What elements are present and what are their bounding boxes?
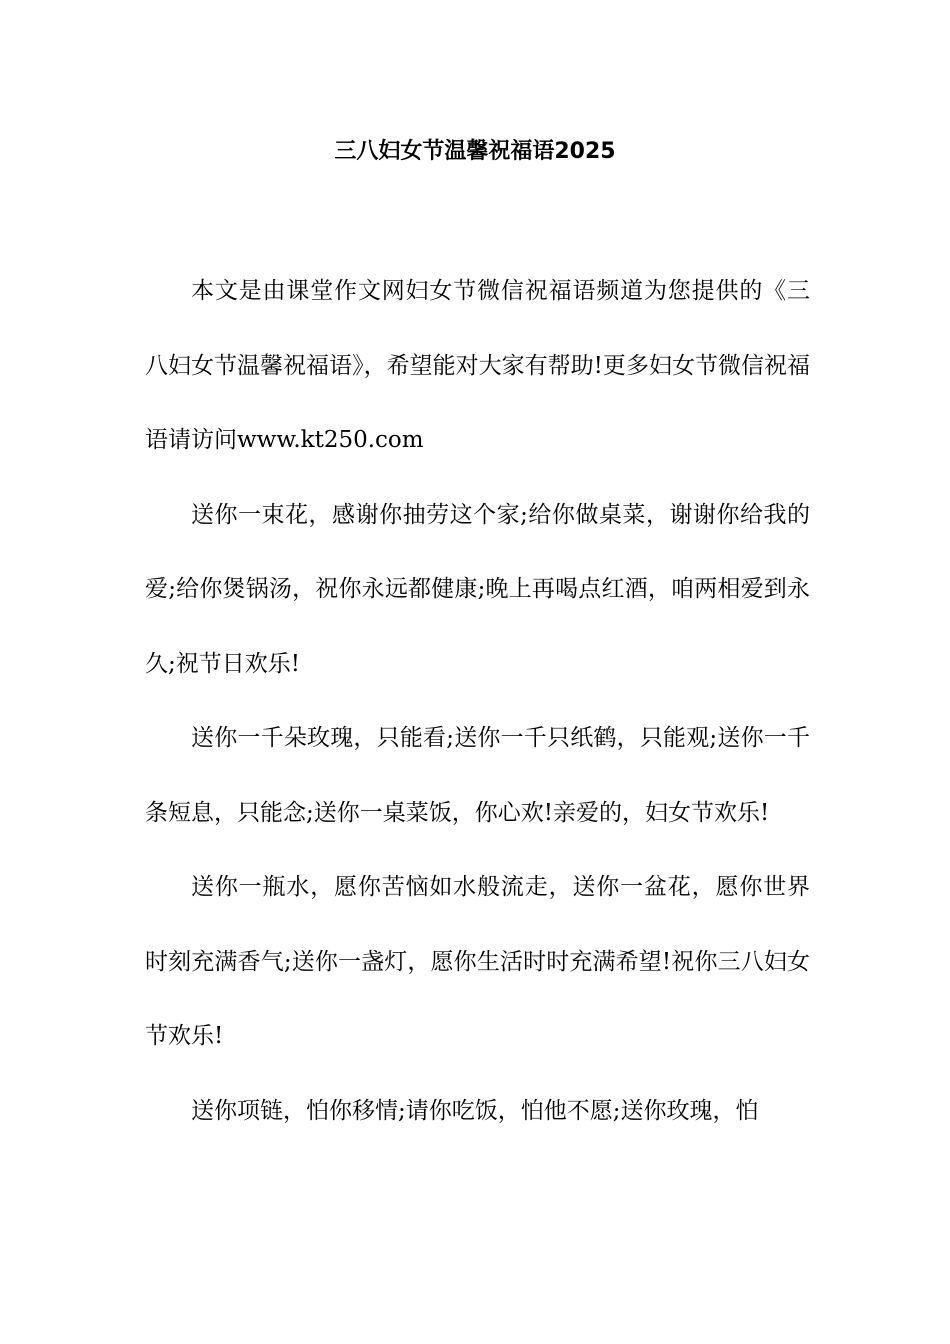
paragraph-necklace: 送你项链，怕你移情;请你吃饭，怕他不愿;送你玫瑰，怕 [191, 1097, 759, 1124]
document-body [145, 254, 810, 1148]
paragraph-flowers: 送你一束花，感谢你抽劳这个家;给你做桌菜，谢谢你给我的爱;给你煲锅汤，祝你永远都健康;晚上再喝点红酒，咱两相爱到永久;祝节日欢乐! [145, 501, 810, 677]
paragraph-roses: 送你一千朵玫瑰，只能看;送你一千只纸鹤，只能观;送你一千条短息，只能念;送你一桌菜饭，你心欢!亲爱的，妇女节欢乐! [145, 725, 810, 826]
paragraph-intro: 本文是由课堂作文网妇女节微信祝福语频道为您提供的《三八妇女节温馨祝福语》，希望能对大家有帮助!更多妇女节微信祝福语请访问www.kt250.com [145, 278, 810, 453]
document-title: 三八妇女节温馨祝福语2025 [334, 139, 616, 164]
paragraph-water: 送你一瓶水，愿你苦恼如水般流走，送你一盆花，愿你世界时刻充满香气;送你一盏灯，愿你生活时时充满希望!祝你三八妇女节欢乐! [145, 874, 810, 1049]
